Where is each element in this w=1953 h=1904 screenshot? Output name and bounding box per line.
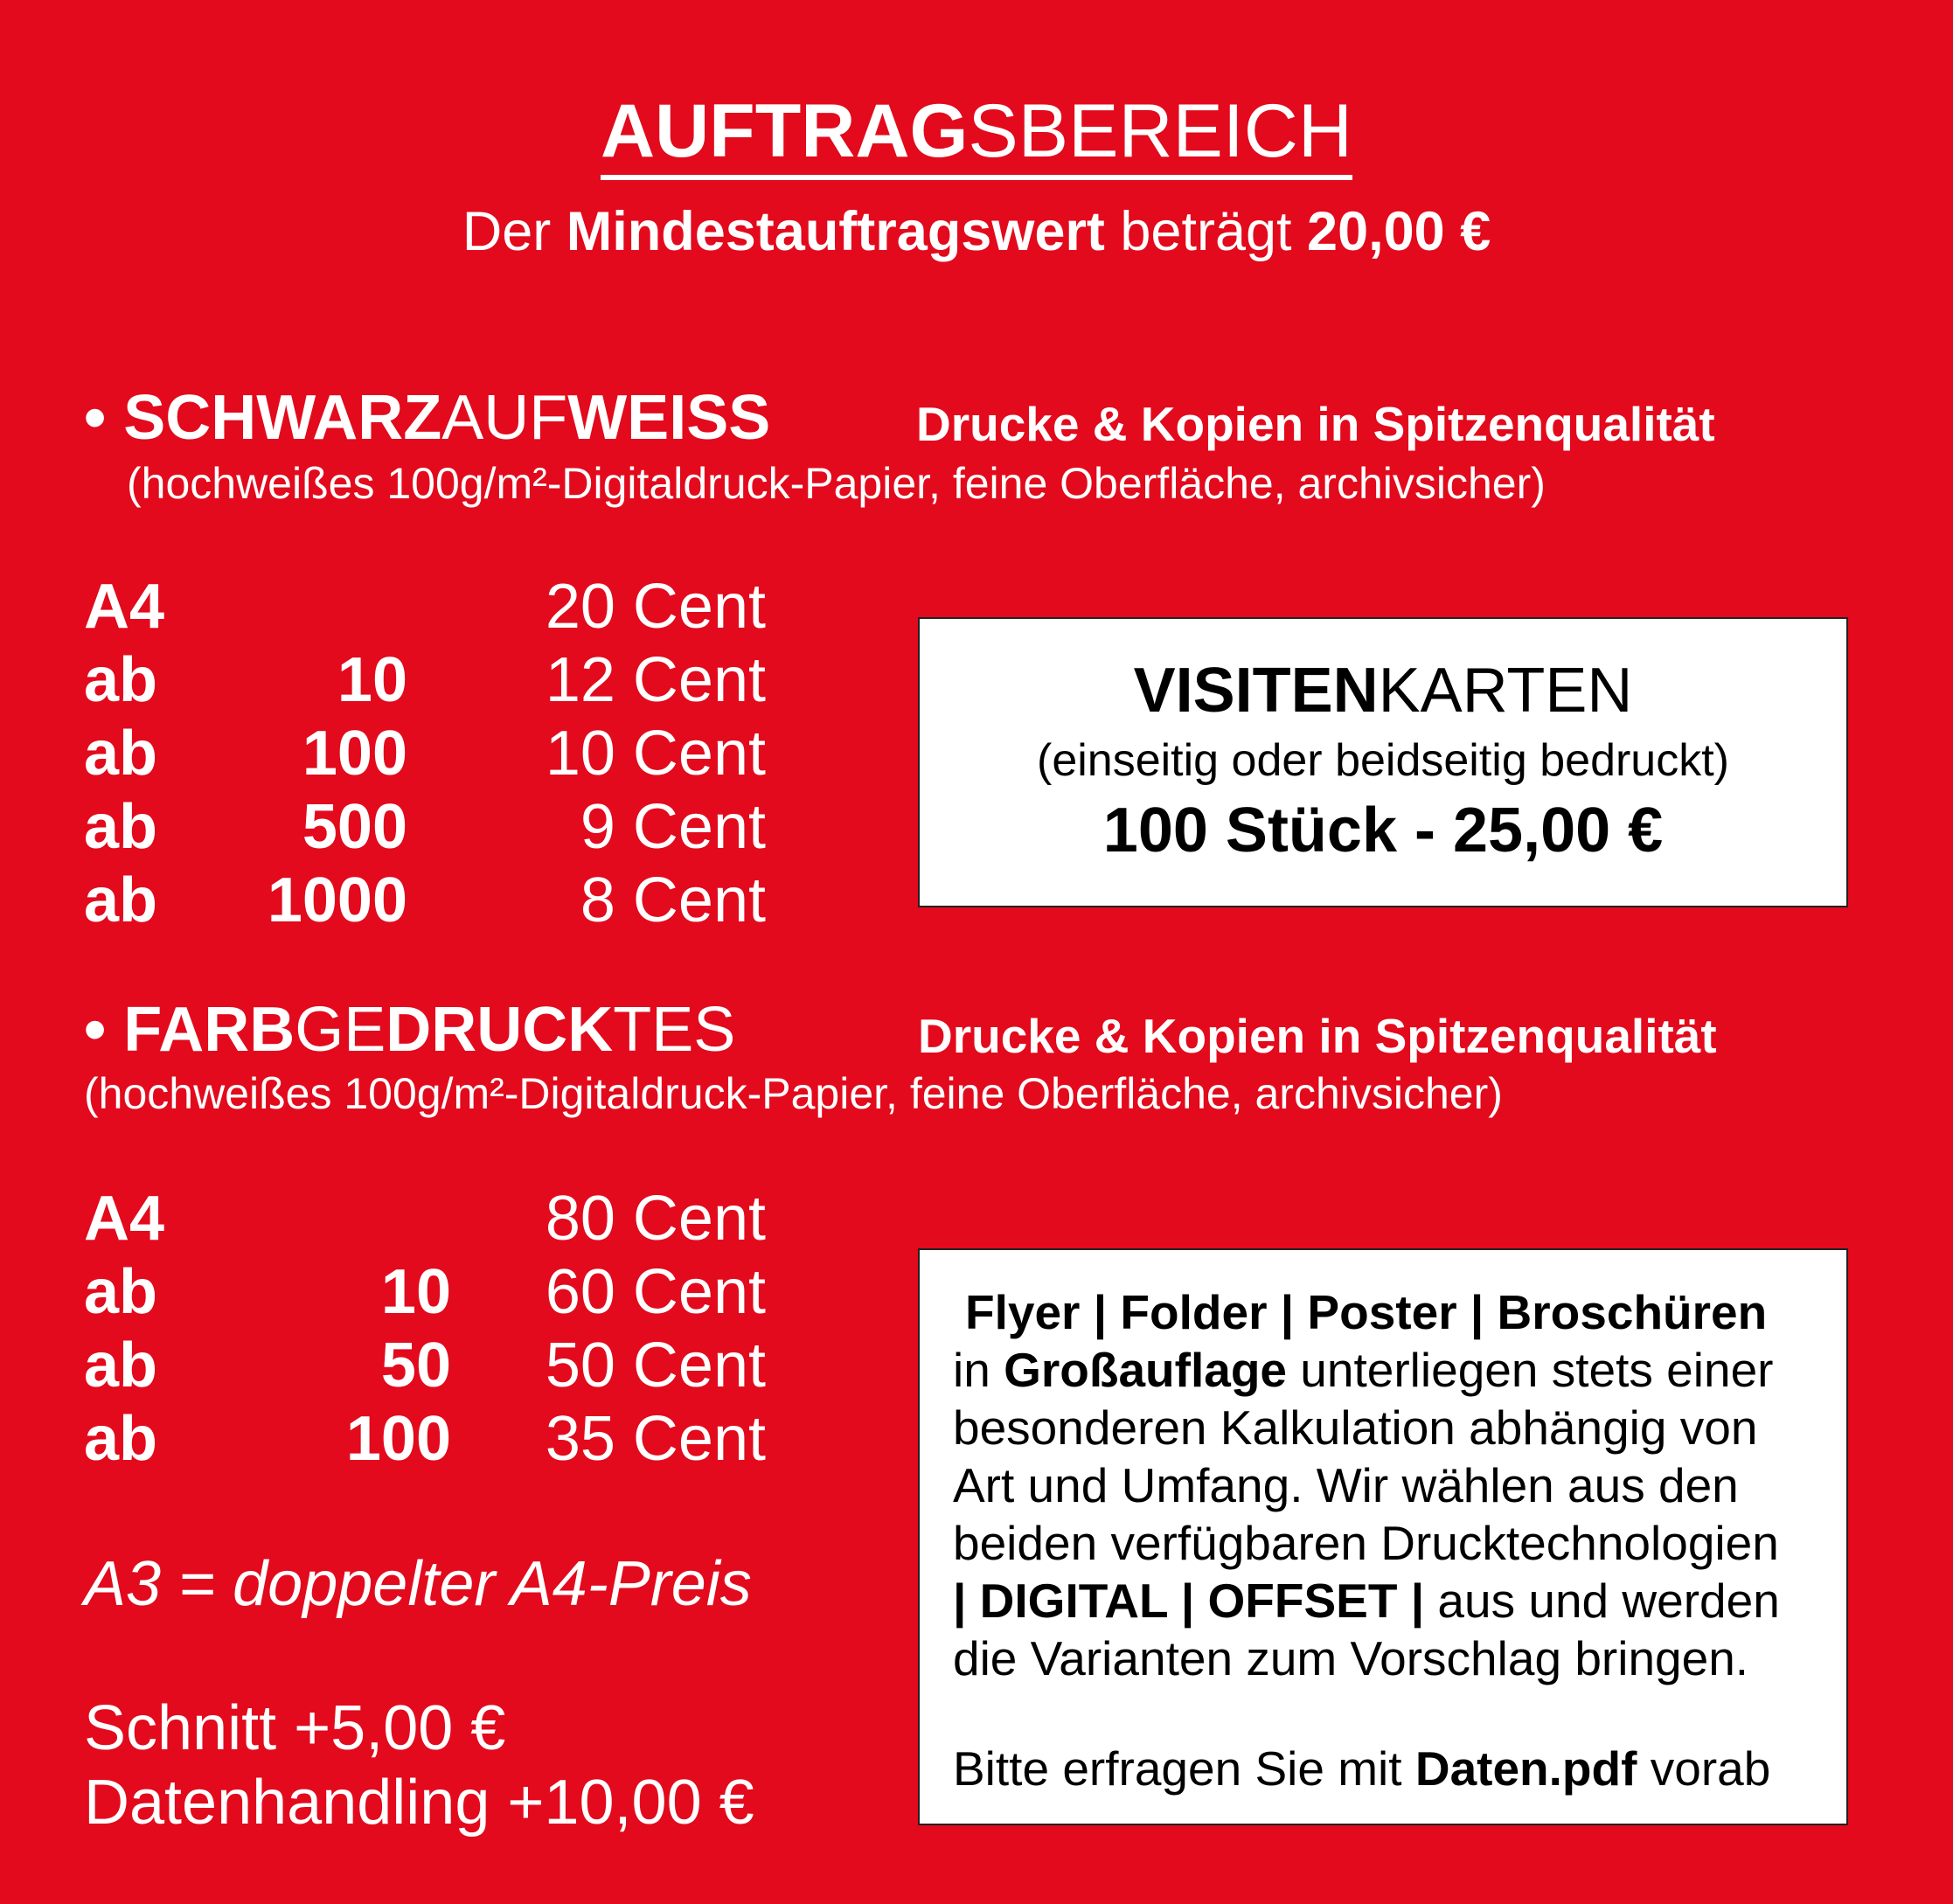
flyer-line-1: Flyer | Folder | Poster | Broschüren	[965, 1285, 1768, 1339]
bw-tagline: Drucke & Kopien in Spitzenqualität	[916, 397, 1715, 451]
color-name-3: DRUCK	[386, 995, 614, 1065]
price-value: 35 Cent	[545, 1404, 766, 1474]
page-title	[0, 87, 1953, 175]
flyer-l6-post: aus und werden	[1424, 1574, 1780, 1628]
color-name-2: GE	[295, 995, 386, 1065]
price-row	[84, 790, 766, 864]
price-row	[84, 1402, 766, 1476]
flyer-l2-post: unterliegen stets einer	[1287, 1343, 1774, 1397]
price-row	[84, 643, 766, 717]
price-label: ab	[84, 719, 158, 789]
price-label: ab	[84, 1331, 158, 1400]
flyer-info-box	[918, 1248, 1848, 1825]
price-quantity: 50	[380, 1331, 451, 1400]
flyer-l2-pre: in	[953, 1343, 1004, 1397]
flyer-line-4: Art und Umfang. Wir wählen aus den	[953, 1458, 1739, 1512]
price-row	[84, 1329, 766, 1402]
price-label: ab	[84, 1404, 158, 1474]
price-quantity: 100	[345, 1404, 451, 1474]
price-label: A4	[84, 1184, 165, 1254]
color-name-4: TES	[613, 995, 736, 1065]
price-row	[84, 1182, 766, 1255]
price-row	[84, 864, 766, 937]
flyer-line-3: besonderen Kalkulation abhängig von	[953, 1400, 1758, 1455]
flyer-line-6	[953, 1572, 1780, 1630]
price-value: 10 Cent	[545, 719, 766, 789]
bw-name-3: WEISS	[567, 383, 771, 453]
bw-section-heading	[84, 381, 770, 455]
price-value: 50 Cent	[545, 1331, 766, 1400]
color-bullet: •	[84, 995, 107, 1065]
price-quantity: 1000	[267, 865, 407, 935]
title-rest: SBEREICH	[968, 89, 1353, 173]
price-value: 20 Cent	[545, 572, 766, 642]
price-value: 12 Cent	[545, 645, 766, 715]
business-cards-offer: 100 Stück - 25,00 €	[1102, 796, 1664, 865]
data-handling-fee: Datenhandling +10,00 €	[84, 1768, 754, 1838]
business-cards-box	[918, 617, 1848, 907]
bw-price-list	[84, 570, 766, 937]
bw-paper-info: (hochweißes 100g/m²-Digitaldruck-Papier, feine Oberfläche, archivsicher)	[127, 459, 1546, 508]
price-value: 9 Cent	[580, 792, 766, 862]
minimum-amount: 20,00 €	[1307, 201, 1491, 262]
minimum-pre: Der	[462, 201, 566, 262]
bw-name-2: AUF	[441, 383, 568, 453]
flyer-line-2	[953, 1341, 1773, 1399]
minimum-order-line	[0, 197, 1953, 267]
flyer-l8-bold: Daten.pdf	[1414, 1741, 1637, 1796]
a3-note: A3 = doppelter A4-Preis	[84, 1549, 752, 1619]
price-value: 60 Cent	[545, 1257, 766, 1327]
minimum-mid: beträgt	[1104, 201, 1308, 262]
flyer-l6-bold: | DIGITAL | OFFSET |	[953, 1574, 1425, 1628]
price-row	[84, 717, 766, 790]
flyer-l8-pre: Bitte erfragen Sie mit	[953, 1741, 1415, 1796]
business-cards-title	[920, 654, 1846, 727]
price-quantity: 10	[337, 645, 407, 715]
price-label: ab	[84, 645, 158, 715]
flyer-line-7: die Varianten zum Vorschlag bringen.	[953, 1631, 1749, 1685]
title-bold: AUFTRAG	[600, 89, 969, 173]
business-cards-subtitle: (einseitig oder beidseitig bedruckt)	[1037, 735, 1729, 786]
flyer-line-8	[953, 1740, 1770, 1797]
price-row	[84, 1255, 766, 1329]
price-row	[84, 570, 766, 643]
flyer-l8-post: vorab	[1637, 1741, 1771, 1796]
flyer-line-5: beiden verfügbaren Drucktechnologien	[953, 1516, 1779, 1570]
price-value: 80 Cent	[545, 1184, 766, 1254]
bw-name-1: SCHWARZ	[123, 383, 442, 453]
color-section-heading	[84, 993, 735, 1067]
price-label: ab	[84, 792, 158, 862]
price-quantity: 100	[302, 719, 407, 789]
bw-bullet: •	[84, 383, 107, 453]
price-value: 8 Cent	[580, 865, 766, 935]
cards-title-bold: VISITEN	[1133, 656, 1379, 726]
price-label: ab	[84, 865, 158, 935]
cut-fee: Schnitt +5,00 €	[84, 1693, 506, 1763]
color-paper-info: (hochweißes 100g/m²-Digitaldruck-Papier, feine Oberfläche, archivsicher)	[84, 1069, 1503, 1118]
price-quantity: 10	[380, 1257, 451, 1327]
color-name-1: FARB	[123, 995, 295, 1065]
price-quantity: 500	[302, 792, 407, 862]
flyer-l2-bold: Großauflage	[1004, 1343, 1288, 1397]
price-label: A4	[84, 572, 165, 642]
color-price-list	[84, 1182, 766, 1476]
color-tagline: Drucke & Kopien in Spitzenqualität	[918, 1009, 1717, 1063]
cards-title-rest: KARTEN	[1378, 656, 1633, 726]
minimum-bold: Mindestauftragswert	[566, 201, 1105, 262]
price-label: ab	[84, 1257, 158, 1327]
